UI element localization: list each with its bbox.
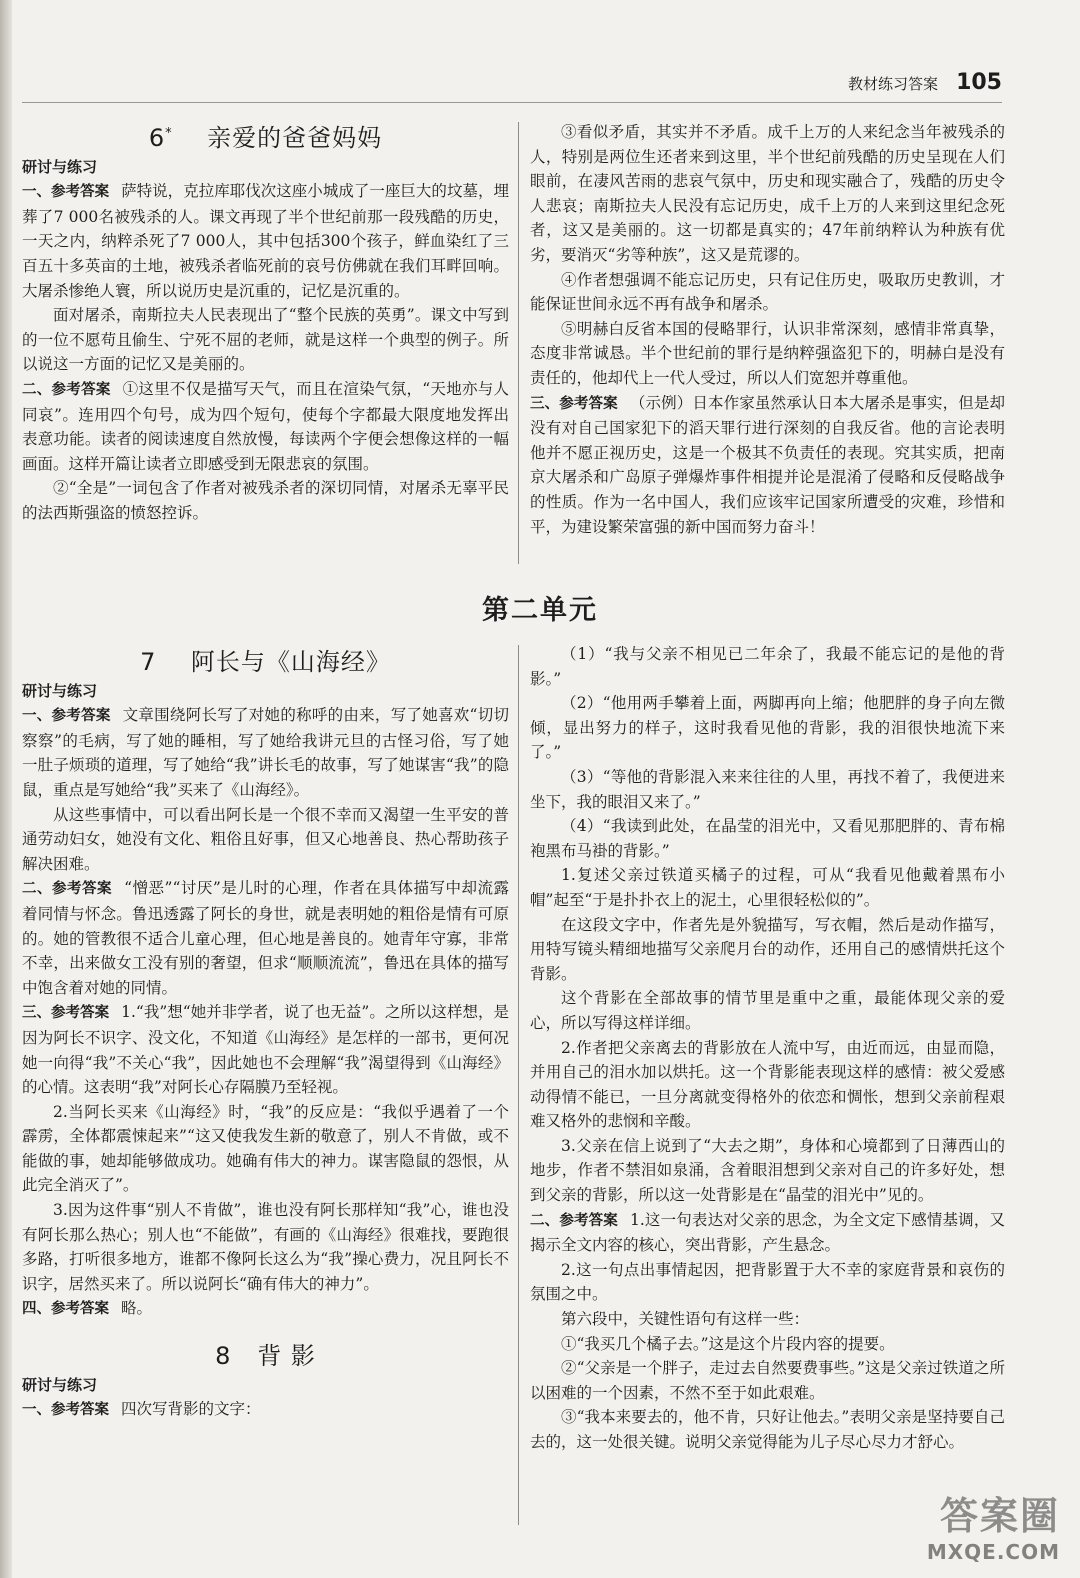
answer-label: 一、参考答案 — [22, 1402, 109, 1419]
lesson7-paragraph: 2.当阿长买来《山海经》时，“我”的反应是：“我似乎遇着了一个霹雳，全体都震悚起来”“这又使我发生新的敬意了，别人不肯做，或不能做的事，她却能够做成功。她确有伟大的神力。谋害隐鼠的怨恨，从此完全消灭了”。 — [22, 1102, 509, 1195]
lesson6-paragraph: ④作者想强调不能忘记历史，只有记住历史，吸取历史教训，才能保证世间永远不再有战争和屠杀。 — [530, 270, 1005, 314]
lesson6-left-column — [22, 122, 509, 526]
answer-label: 四、参考答案 — [22, 1301, 109, 1318]
lesson6-title-block — [22, 122, 509, 151]
lesson8-title-block — [22, 1344, 509, 1369]
lesson8-section-heading: 研讨与练习 — [22, 1375, 98, 1394]
lesson7-answer-4 — [22, 1296, 509, 1322]
page-number: 105 — [956, 70, 1002, 95]
lesson7-answer-1 — [22, 703, 509, 802]
answer-label: 一、参考答案 — [22, 708, 111, 725]
answer-label: 二、参考答案 — [22, 381, 111, 398]
lesson7-title-block — [22, 650, 509, 675]
lesson8-paragraph: 这个背影在全部故事的情节里是重中之重，最能体现父亲的爱心，所以写得这样详细。 — [530, 989, 1005, 1032]
header-label: 教材练习答案 — [848, 75, 939, 93]
answer-text: 略。 — [121, 1299, 153, 1318]
lesson7-paragraph: 从这些事情中，可以看出阿长是一个很不幸而又渴望一生平安的普通劳动妇女，她没有文化、粗俗且好事，但又心地善良、热心帮助孩子解决困难。 — [22, 805, 509, 873]
lesson7-section-heading: 研讨与练习 — [22, 681, 98, 700]
answer-text: ①这里不仅是描写天气，而且在渲染气氛，“天地亦与人同哀”。连用四个句号，成为四个短句，使每个字都最大限度地发挥出表意功能。读者的阅读速度自然放慢，每读两个字便会想像这样的一幅画面。这样开篇让读者立即感受到无限悲哀的氛围。 — [22, 379, 510, 473]
lesson8-paragraph: 在这段文字中，作者先是外貌描写，写衣帽，然后是动作描写，用特写镜头精细地描写父亲爬月台的动作，还用自己的感情烘托这个背影。 — [530, 915, 1005, 983]
lesson7-title: 阿长与《山海经》 — [190, 648, 391, 676]
lesson8-paragraph: （3）“等他的背影混入来来往往的人里，再找不着了，我便进来坐下，我的眼泪又来了。” — [530, 767, 1005, 811]
lesson6-answer-3 — [530, 391, 1005, 540]
lesson8-paragraph: ②“父亲是一个胖子，走过去自然要费事些。”这是父亲过铁道之所以困难的一个因素，不然不至于如此艰难。 — [530, 1359, 1005, 1402]
lesson6-answer-1 — [22, 179, 509, 303]
answer-label: 一、参考答案 — [22, 184, 110, 201]
lesson6-star: * — [165, 126, 173, 141]
lesson6-paragraph: ③看似矛盾，其实并不矛盾。成千上万的人来纪念当年被残杀的人，特别是两位生还者来到这里，半个世纪前残酷的历史呈现在人们眼前，在凄风苦雨的悲哀气氛中，历史和现实融合了，残酷的历史令人悲哀；南斯拉夫人民没有忘记历史，成千上万的人来到这里纪念死者，这又是美丽的。这一切都是真实的；47年前纳粹认为种族有优劣，要消灭“劣等种族”，这又是荒谬的。 — [530, 123, 1005, 264]
lesson8-paragraph: 2.这一句点出事情起因，把背影置于大不幸的家庭背景和哀伤的氛围之中。 — [530, 1260, 1005, 1304]
lesson8-paragraph: ①“我买几个橘子去。”这是这个片段内容的提要。 — [561, 1334, 895, 1353]
lesson6-number: 6 — [148, 124, 166, 152]
answer-text: 1.这一句表达对父亲的思念，为全文定下感情基调，又揭示全文内容的核心，突出背影，产生悬念。 — [530, 1210, 1006, 1255]
lesson8-paragraph: （4）“我读到此处，在晶莹的泪光中，又看见那肥胖的、青布棉袍黑布马褂的背影。” — [530, 817, 1005, 860]
watermark-text: 答案圈 — [939, 1494, 1060, 1538]
header-rule — [22, 102, 1002, 103]
unit-title: 第二单元 — [482, 595, 598, 626]
lesson6-paragraph: ②“全是”一词包含了作者对被残杀者的深切同情，对屠杀无辜平民的法西斯强盗的愤怒控诉。 — [22, 479, 509, 522]
answer-text: 1.“我”想“她并非学者，说了也无益”。之所以这样想，是因为阿长不识字、没文化，不知道《山海经》是怎样的一部书，更何况她一向得“我”不关心“我”，因此她也不会理解“我”渴望得到《山海经》的心情。这表明“我”对阿长心存隔膜乃至轻视。 — [22, 1003, 509, 1097]
lesson8-paragraph: 2.作者把父亲离去的背影放在人流中写，由近而远，由显而隐，并用自己的泪水加以烘托。这一个背影能表现这样的感情：被父爱感动得情不能已，一旦分离就变得格外的依恋和惆怅，想到父亲前程艰难又格外的悲悯和辛酸。 — [530, 1038, 1005, 1131]
lesson8-paragraph: ③“我本来要去的，他不肯，只好让他去。”表明父亲是坚持要自己去的，这一处很关键。说明父亲觉得能为儿子尽心尽力才舒心。 — [530, 1408, 1005, 1451]
lesson8-paragraph: （2）“他用两手攀着上面，两脚再向上缩；他肥胖的身子向左微倾，显出努力的样子，这时我看见他的背影，我的泪很快地流下来了。” — [530, 694, 1005, 762]
lesson7-answer-2 — [22, 876, 509, 1000]
lesson7-paragraph: 3.因为这件事“别人不肯做”，谁也没有阿长那样知“我”心，谁也没有阿长那么热心；别人也“不能做”，有画的《山海经》很难找，要跑很多路，打听很多地方，谁都不像阿长这么为“我”操心费力，况且阿长不识字，居然买来了。所以说阿长“确有伟大的神力”。 — [22, 1201, 509, 1293]
answer-label: 三、参考答案 — [530, 395, 618, 412]
answer-label: 二、参考答案 — [22, 881, 113, 898]
lesson8-paragraph: 1.复述父亲过铁道买橘子的过程，可从“我看见他戴着黑布小帽”起至“于是扑扑衣上的泥土，心里很轻松似的”。 — [530, 866, 1005, 909]
page-header — [848, 70, 1002, 95]
lesson6-section-heading: 研讨与练习 — [22, 157, 98, 176]
lesson8-title: 背 影 — [257, 1342, 316, 1371]
lesson6-answer-2 — [22, 377, 509, 476]
lesson7-number: 7 — [140, 648, 157, 676]
answer-text: （示例）日本作家虽然承认日本大屠杀是事实，但是却没有对自己国家犯下的滔天罪行进行深刻的自我反省。他的言论表明他并不愿正视历史，这是一个极其不负责任的表现。究其实质，把南京大屠杀和广岛原子弹爆炸事件相提并论是混淆了侵略和反侵略战争的性质。作为一名中国人，我们应该牢记国家所遭受的灾难，珍惜和平，为建设繁荣富强的新中国而努力奋斗！ — [530, 393, 1005, 536]
answer-text: “憎恶”“讨厌”是儿时的心理，作者在具体描写中却流露着同情与怀念。鲁迅透露了阿长的身世，就是表明她的粗俗是情有可原的。她的管教很不适合儿童心理，但心地是善良的。她青年守寡，非常不幸，出来做女工没有别的奢望，但求“顺顺流流”，鲁迅在具体的描写中饱含着对她的同情。 — [22, 879, 509, 997]
answer-text: 萨特说，克拉库耶伐次这座小城成了一座巨大的坟墓，埋葬了7 000名被残杀的人。课文再现了半个世纪前那一段残酷的历史，一天之内，纳粹杀死了7 000人，其中包括300个孩子，鲜血染红了三百五十多英亩的土地，被残杀者临死前的哀号仿佛就在我们耳畔回响。大屠杀惨绝人寰，所以说历史是沉重的，记忆是沉重的。 — [22, 182, 509, 300]
lesson6-paragraph: ⑤明赫白反省本国的侵略罪行，认识非常深刻，感情非常真挚，态度非常诚恳。半个世纪前的罪行是纳粹强盗犯下的，明赫白是没有责任的，他却代上一代人受过，所以人们宽恕并尊重他。 — [530, 319, 1005, 387]
lesson6-title: 亲爱的爸爸妈妈 — [207, 124, 383, 152]
watermark-site: MXQE.COM — [926, 1540, 1060, 1564]
lesson8-answer-2 — [530, 1208, 1005, 1258]
lesson8-paragraph: 3.父亲在信上说到了“大去之期”，身体和心境都到了日薄西山的地步，作者不禁泪如泉涌，含着眼泪想到父亲对自己的许多好处，想到父亲的背影，所以这一处背影是在“晶莹的泪光中”见的。 — [530, 1136, 1005, 1205]
lesson6-right-column — [530, 120, 1005, 539]
answer-text: 文章围绕阿长写了对她的称呼的由来，写了她喜欢“切切察察”的毛病，写了她的睡相，写了她给我讲元旦的古怪习俗，写了她一肚子烦琐的道理，写了她给“我”讲长毛的故事，写了她谋害“我”的隐鼠，重点是写她给“我”买来了《山海经》。 — [22, 706, 510, 799]
column-divider — [518, 645, 519, 1525]
lesson8-number: 8 — [215, 1342, 232, 1371]
column-divider — [518, 122, 519, 564]
answer-label: 三、参考答案 — [22, 1005, 110, 1022]
watermark-logo — [927, 1485, 1060, 1564]
lesson7-answer-3 — [22, 1000, 509, 1099]
lesson6-paragraph: 面对屠杀，南斯拉夫人民表现出了“整个民族的英勇”。课文中写到的一位不愿苟且偷生、宁死不屈的老师，就是这样一个典型的例子。所以说这一方面的记忆又是美丽的。 — [22, 306, 509, 374]
lesson7-left-column — [22, 650, 509, 1423]
page-binding-edge — [0, 0, 12, 1578]
lesson8-paragraph: 第六段中，关键性语句有这样一些： — [561, 1310, 810, 1329]
lesson8-answer-1 — [22, 1397, 509, 1423]
answer-label: 二、参考答案 — [530, 1212, 618, 1229]
lesson8-paragraph: （1）“我与父亲不相见已二年余了，我最不能忘记的是他的背影。” — [530, 645, 1005, 688]
answer-text: 四次写背影的文字： — [121, 1400, 261, 1419]
lesson8-right-column — [530, 642, 1005, 1455]
